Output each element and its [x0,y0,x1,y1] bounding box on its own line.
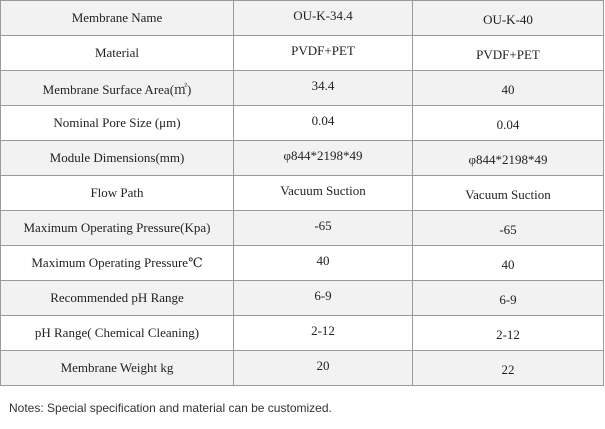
model-1-value: 20 [234,351,413,386]
notes-text: Notes: Special specification and material can be customized. [9,401,332,415]
row-label: pH Range( Chemical Cleaning) [1,316,234,351]
model-2-value: PVDF+PET [413,36,604,71]
table-row [1,1,604,36]
table-row [1,211,604,246]
model-1-value: 40 [234,246,413,281]
table-row [1,316,604,351]
model-2-value: φ844*2198*49 [413,141,604,176]
row-label: Nominal Pore Size (μm) [1,106,234,141]
model-2-value: 0.04 [413,106,604,141]
row-label: Membrane Weight kg [1,351,234,386]
model-1-value: 6-9 [234,281,413,316]
model-2-value: 22 [413,351,604,386]
model-1-value: Vacuum Suction [234,176,413,211]
table-row [1,281,604,316]
model-2-value: 40 [413,71,604,106]
model-2-value: OU-K-40 [413,1,604,36]
model-1-value: 2-12 [234,316,413,351]
table-row [1,246,604,281]
table-row [1,351,604,386]
row-label: Maximum Operating Pressure(Kpa) [1,211,234,246]
model-2-value: Vacuum Suction [413,176,604,211]
model-2-value: -65 [413,211,604,246]
model-1-value: OU-K-34.4 [234,1,413,36]
model-1-value: φ844*2198*49 [234,141,413,176]
model-1-value: 34.4 [234,71,413,106]
row-label: Module Dimensions(mm) [1,141,234,176]
row-label: Recommended pH Range [1,281,234,316]
row-label: Maximum Operating Pressure℃ [1,246,234,281]
row-label: Material [1,36,234,71]
model-1-value: -65 [234,211,413,246]
table-row [1,71,604,106]
row-label: Membrane Surface Area(㎡) [1,71,234,106]
row-label: Membrane Name [1,1,234,36]
table-row [1,36,604,71]
table-row [1,176,604,211]
row-label: Flow Path [1,176,234,211]
model-1-value: PVDF+PET [234,36,413,71]
table-row [1,141,604,176]
table-row [1,106,604,141]
model-1-value: 0.04 [234,106,413,141]
model-2-value: 6-9 [413,281,604,316]
model-2-value: 40 [413,246,604,281]
model-2-value: 2-12 [413,316,604,351]
